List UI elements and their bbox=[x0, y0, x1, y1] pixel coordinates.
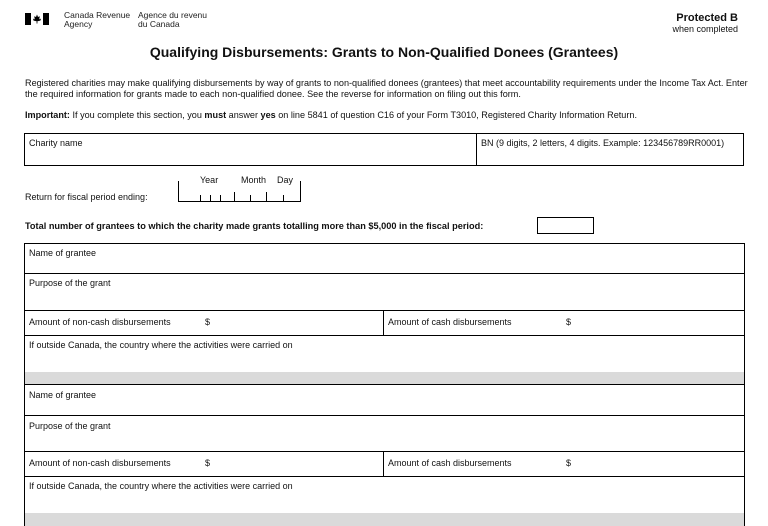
bn-field[interactable] bbox=[476, 133, 744, 166]
protected-b-label: Protected B when completed bbox=[672, 12, 738, 34]
agency-name-fr: Agence du revenu du Canada bbox=[138, 10, 207, 29]
grantee-name-label: Name of grantee bbox=[29, 248, 97, 258]
cash-label: Amount of cash disbursements bbox=[388, 458, 512, 468]
currency-symbol: $ bbox=[566, 317, 572, 327]
date-tick bbox=[210, 195, 211, 201]
grantee-2-cash-field[interactable] bbox=[383, 451, 745, 477]
grantee-2-noncash-field[interactable] bbox=[24, 451, 384, 477]
bn-label: BN (9 digits, 2 letters, 4 digits. Example: 123456789RR0001) bbox=[481, 138, 725, 148]
grantee-name-label: Name of grantee bbox=[29, 390, 97, 400]
agency-name-en: Canada Revenue Agency bbox=[64, 10, 131, 29]
currency-symbol: $ bbox=[205, 458, 211, 468]
important-note: Important: If you complete this section, you must answer yes on line 5841 of question C16 of your Form T3010, Registered Charity Information Return. bbox=[25, 110, 637, 120]
canada-flag-icon bbox=[25, 13, 49, 25]
year-label: Year bbox=[200, 175, 219, 185]
form-title: Qualifying Disbursements: Grants to Non-Qualified Donees (Grantees) bbox=[149, 44, 619, 60]
noncash-label: Amount of non-cash disbursements bbox=[29, 317, 171, 327]
noncash-label: Amount of non-cash disbursements bbox=[29, 458, 171, 468]
date-tick bbox=[283, 195, 284, 201]
grantee-2-country-field[interactable] bbox=[24, 476, 745, 514]
date-divider bbox=[266, 192, 267, 201]
cash-label: Amount of cash disbursements bbox=[388, 317, 512, 327]
grantee-1-country-field[interactable] bbox=[24, 335, 745, 373]
grantee-separator bbox=[24, 513, 745, 526]
total-grantees-input[interactable] bbox=[537, 217, 594, 234]
grantee-1-cash-field[interactable] bbox=[383, 310, 745, 336]
date-divider bbox=[234, 192, 235, 201]
total-grantees-label: Total number of grantees to which the charity made grants totalling more than $5,000 in the fiscal period: bbox=[25, 221, 484, 231]
purpose-label: Purpose of the grant bbox=[29, 278, 111, 288]
day-label: Day bbox=[277, 175, 294, 185]
currency-symbol: $ bbox=[566, 458, 572, 468]
charity-name-label: Charity name bbox=[29, 138, 83, 148]
country-label: If outside Canada, the country where the activities were carried on bbox=[29, 340, 293, 350]
grantee-1-noncash-field[interactable] bbox=[24, 310, 384, 336]
date-tick bbox=[200, 195, 201, 201]
country-label: If outside Canada, the country where the activities were carried on bbox=[29, 481, 293, 491]
month-label: Month bbox=[241, 175, 267, 185]
grantee-2-name-field[interactable] bbox=[24, 384, 745, 416]
grantee-1-name-field[interactable] bbox=[24, 243, 745, 274]
fiscal-period-label: Return for fiscal period ending: bbox=[25, 192, 148, 202]
grantee-1-purpose-field[interactable] bbox=[24, 273, 745, 311]
grantee-2-purpose-field[interactable] bbox=[24, 415, 745, 452]
charity-name-field[interactable] bbox=[24, 133, 477, 166]
currency-symbol: $ bbox=[205, 317, 211, 327]
fiscal-date-input[interactable] bbox=[178, 181, 301, 202]
purpose-label: Purpose of the grant bbox=[29, 421, 111, 431]
date-tick bbox=[220, 195, 221, 201]
date-tick bbox=[250, 195, 251, 201]
intro-paragraph: Registered charities may make qualifying disbursements by way of grants to non-qualified donees (grantees) that meet accountability requirements under the Income Tax Act. Enter the required information for grants made to each non-qualified donee. See the reverse for information on filing out this form. bbox=[25, 78, 748, 99]
